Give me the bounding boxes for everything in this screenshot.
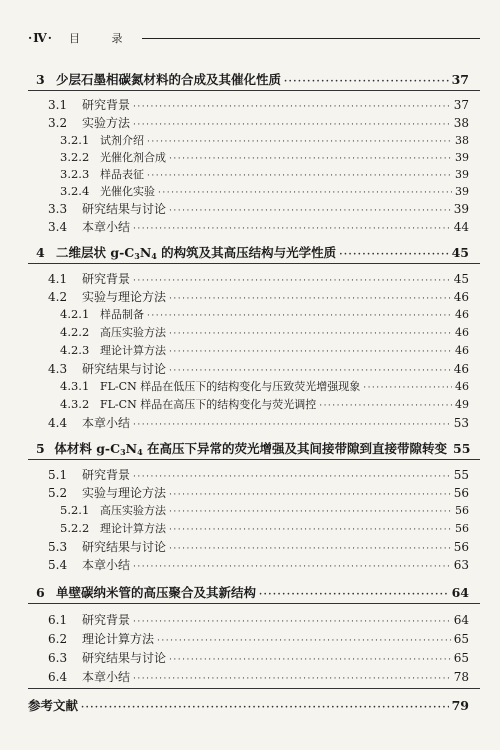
section-number: 3.1 — [48, 98, 68, 112]
subsection-number: 5.2.2 — [60, 521, 90, 535]
dot-leader — [81, 703, 449, 713]
page-ref: 55 — [453, 441, 471, 456]
dot-leader — [133, 102, 451, 112]
subsection-title: 光催化剂合成 — [100, 151, 166, 164]
section-number: 4.3 — [48, 362, 68, 376]
dot-leader — [169, 347, 452, 357]
subsection-number: 4.3.2 — [60, 397, 90, 411]
section-number: 3.3 — [48, 202, 68, 216]
page-ref: 39 — [455, 151, 469, 164]
toc-section[interactable] — [48, 649, 469, 666]
section-number: 5.1 — [48, 468, 68, 482]
dot-leader — [157, 636, 451, 646]
dot-leader — [133, 276, 451, 286]
subsection-title: 样品表征 — [100, 168, 144, 181]
chapter-divider — [28, 459, 480, 460]
toc-subsection[interactable] — [60, 132, 469, 148]
dot-leader — [284, 77, 449, 87]
toc-subsection[interactable] — [60, 520, 469, 536]
chapter-number: 5 — [36, 441, 45, 456]
dot-leader — [319, 401, 452, 411]
toc-subsection[interactable] — [60, 502, 469, 518]
toc-section[interactable] — [48, 114, 469, 131]
page-ref: 79 — [451, 698, 469, 713]
dot-leader — [133, 617, 451, 627]
toc-section[interactable] — [48, 96, 469, 113]
toc-section[interactable] — [48, 360, 469, 377]
section-number: 5.2 — [48, 486, 68, 500]
page-ref: 78 — [453, 670, 469, 684]
dot-leader — [169, 366, 451, 376]
section-number: 4.4 — [48, 416, 68, 430]
toc-subsection[interactable] — [60, 166, 469, 182]
dot-leader — [158, 188, 452, 198]
subsection-number: 3.2.1 — [60, 133, 90, 147]
section-title: 实验方法 — [82, 116, 131, 130]
page-ref: 46 — [455, 380, 469, 393]
section-number: 5.4 — [48, 558, 68, 572]
toc-subsection[interactable] — [60, 324, 469, 340]
subsection-number: 4.2.3 — [60, 343, 90, 357]
subsection-number: 3.2.3 — [60, 167, 90, 181]
dot-leader — [133, 224, 451, 234]
section-number: 3.2 — [48, 116, 68, 130]
page-ref: 56 — [453, 540, 469, 554]
subsection-title: 理论计算方法 — [100, 522, 166, 535]
chapter-divider — [28, 603, 480, 604]
page-ref: 56 — [453, 486, 469, 500]
page-ref: 38 — [453, 116, 469, 130]
dot-leader — [169, 154, 452, 164]
page-ref: 64 — [453, 613, 469, 627]
chapter-number: 3 — [36, 72, 45, 87]
toc-chapter-5[interactable] — [36, 439, 469, 457]
subsection-title: 样品制备 — [100, 308, 144, 321]
dot-leader — [133, 472, 451, 482]
subsection-number: 3.2.2 — [60, 150, 90, 164]
section-number: 6.3 — [48, 651, 68, 665]
page-ref: 46 — [453, 362, 469, 376]
page-ref: 63 — [453, 558, 469, 572]
dot-leader — [147, 137, 452, 147]
toc-references[interactable] — [28, 696, 469, 714]
chapter-divider — [28, 90, 480, 91]
toc-chapter-3[interactable] — [36, 70, 469, 88]
dot-leader — [133, 562, 451, 572]
section-number: 4.1 — [48, 272, 68, 286]
page-header — [28, 28, 480, 48]
references-title: 参考文献 — [28, 698, 79, 713]
dot-leader — [169, 206, 451, 216]
subsection-title: FL-CN 样品在高压下的结构变化与荧光调控 — [100, 398, 317, 411]
section-number: 6.1 — [48, 613, 68, 627]
page-ref: 37 — [451, 72, 469, 87]
subsection-number: 4.2.1 — [60, 307, 90, 321]
subsection-title: 理论计算方法 — [100, 344, 166, 357]
section-title: 研究背景 — [82, 98, 131, 112]
toc-subsection[interactable] — [60, 306, 469, 322]
dot-leader — [147, 171, 452, 181]
page-ref: 64 — [451, 585, 469, 600]
toc-subsection[interactable] — [60, 378, 469, 394]
chapter-divider — [28, 263, 480, 264]
toc-section[interactable] — [48, 200, 469, 217]
page-number-mark: ·Ⅳ· — [28, 31, 53, 45]
dot-leader — [169, 294, 451, 304]
page-ref: 55 — [453, 468, 469, 482]
toc-section[interactable] — [48, 288, 469, 305]
page-ref: 46 — [455, 308, 469, 321]
page-ref: 49 — [455, 398, 469, 411]
toc-section[interactable] — [48, 218, 469, 235]
page-ref: 46 — [453, 290, 469, 304]
subsection-title: FL-CN 样品在低压下的结构变化与压致荧光增强现象 — [100, 380, 361, 393]
dot-leader — [133, 120, 451, 130]
page-ref: 39 — [455, 168, 469, 181]
header-rule — [142, 38, 480, 39]
toc-section[interactable] — [48, 668, 469, 685]
toc-section[interactable] — [48, 484, 469, 501]
chapter-number: 4 — [36, 245, 45, 260]
dot-leader — [169, 490, 451, 500]
page-ref: 65 — [453, 651, 469, 665]
section-number: 5.3 — [48, 540, 68, 554]
toc-chapter-6[interactable] — [36, 583, 469, 601]
subsection-title: 高压实验方法 — [100, 504, 166, 517]
page-ref: 39 — [453, 202, 469, 216]
section-number: 6.4 — [48, 670, 68, 684]
subsection-title: 光催化实验 — [100, 185, 155, 198]
chapter-number: 6 — [36, 585, 45, 600]
page-ref: 65 — [453, 632, 469, 646]
chapter-title: 二维层状 $g-C_3N_4$ 的构筑及其高压结构与光学性质 — [56, 245, 337, 261]
page-ref: 39 — [455, 185, 469, 198]
section-number: 4.2 — [48, 290, 68, 304]
dot-leader — [363, 383, 452, 393]
section-title: 实验与理论方法 — [82, 290, 167, 304]
section-title: 研究背景 — [82, 613, 131, 627]
section-title: 本章小结 — [82, 220, 131, 234]
dot-leader — [169, 525, 452, 535]
page-ref: 44 — [453, 220, 469, 234]
toc-section[interactable] — [48, 466, 469, 483]
toc-section[interactable] — [48, 538, 469, 555]
dot-leader — [147, 311, 452, 321]
toc-subsection[interactable] — [60, 149, 469, 165]
section-title: 理论计算方法 — [82, 632, 155, 646]
dot-leader — [339, 250, 448, 260]
dot-leader — [169, 329, 452, 339]
subsection-number: 3.2.4 — [60, 184, 90, 198]
toc-subsection[interactable] — [60, 342, 469, 358]
subsection-title: 试剂介绍 — [100, 134, 144, 147]
page-ref: 38 — [455, 134, 469, 147]
page-ref: 56 — [455, 522, 469, 535]
page-ref: 46 — [455, 326, 469, 339]
page-ref: 45 — [451, 245, 469, 260]
section-title: 本章小结 — [82, 558, 131, 572]
toc-section[interactable] — [48, 611, 469, 628]
section-title: 研究结果与讨论 — [82, 540, 167, 554]
subsection-number: 5.2.1 — [60, 503, 90, 517]
section-title: 研究结果与讨论 — [82, 362, 167, 376]
dot-leader — [169, 544, 451, 554]
dot-leader — [169, 655, 451, 665]
section-number: 6.2 — [48, 632, 68, 646]
chapter-title: 单壁碳纳米管的高压聚合及其新结构 — [56, 585, 257, 600]
section-title: 本章小结 — [82, 416, 131, 430]
section-title: 研究结果与讨论 — [82, 651, 167, 665]
chapter-title: 少层石墨相碳氮材料的合成及其催化性质 — [56, 72, 282, 87]
page-ref: 37 — [453, 98, 469, 112]
section-title: 研究结果与讨论 — [82, 202, 167, 216]
dot-leader — [133, 674, 451, 684]
dot-leader — [133, 420, 451, 430]
dot-leader — [169, 507, 452, 517]
subsection-number: 4.3.1 — [60, 379, 90, 393]
page-ref: 45 — [453, 272, 469, 286]
toc-section[interactable] — [48, 270, 469, 287]
toc-subsection[interactable] — [60, 183, 469, 199]
section-divider — [28, 688, 480, 689]
section-title: 本章小结 — [82, 670, 131, 684]
page-ref: 56 — [455, 504, 469, 517]
page-ref: 53 — [453, 416, 469, 430]
toc-section[interactable] — [48, 630, 469, 647]
page-title: 目 录 — [68, 32, 137, 45]
section-title: 研究背景 — [82, 468, 131, 482]
section-title: 实验与理论方法 — [82, 486, 167, 500]
toc-section[interactable] — [48, 556, 469, 573]
toc-chapter-4[interactable] — [36, 243, 469, 261]
toc-subsection[interactable] — [60, 396, 469, 412]
subsection-title: 高压实验方法 — [100, 326, 166, 339]
page-ref: 46 — [455, 344, 469, 357]
section-title: 研究背景 — [82, 272, 131, 286]
subsection-number: 4.2.2 — [60, 325, 90, 339]
toc-section[interactable] — [48, 414, 469, 431]
section-number: 3.4 — [48, 220, 68, 234]
chapter-title: 体材料 $g-C_3N_4$ 在高压下异常的荧光增强及其间接带隙到直接带隙转变 — [54, 441, 448, 457]
dot-leader — [259, 590, 449, 600]
